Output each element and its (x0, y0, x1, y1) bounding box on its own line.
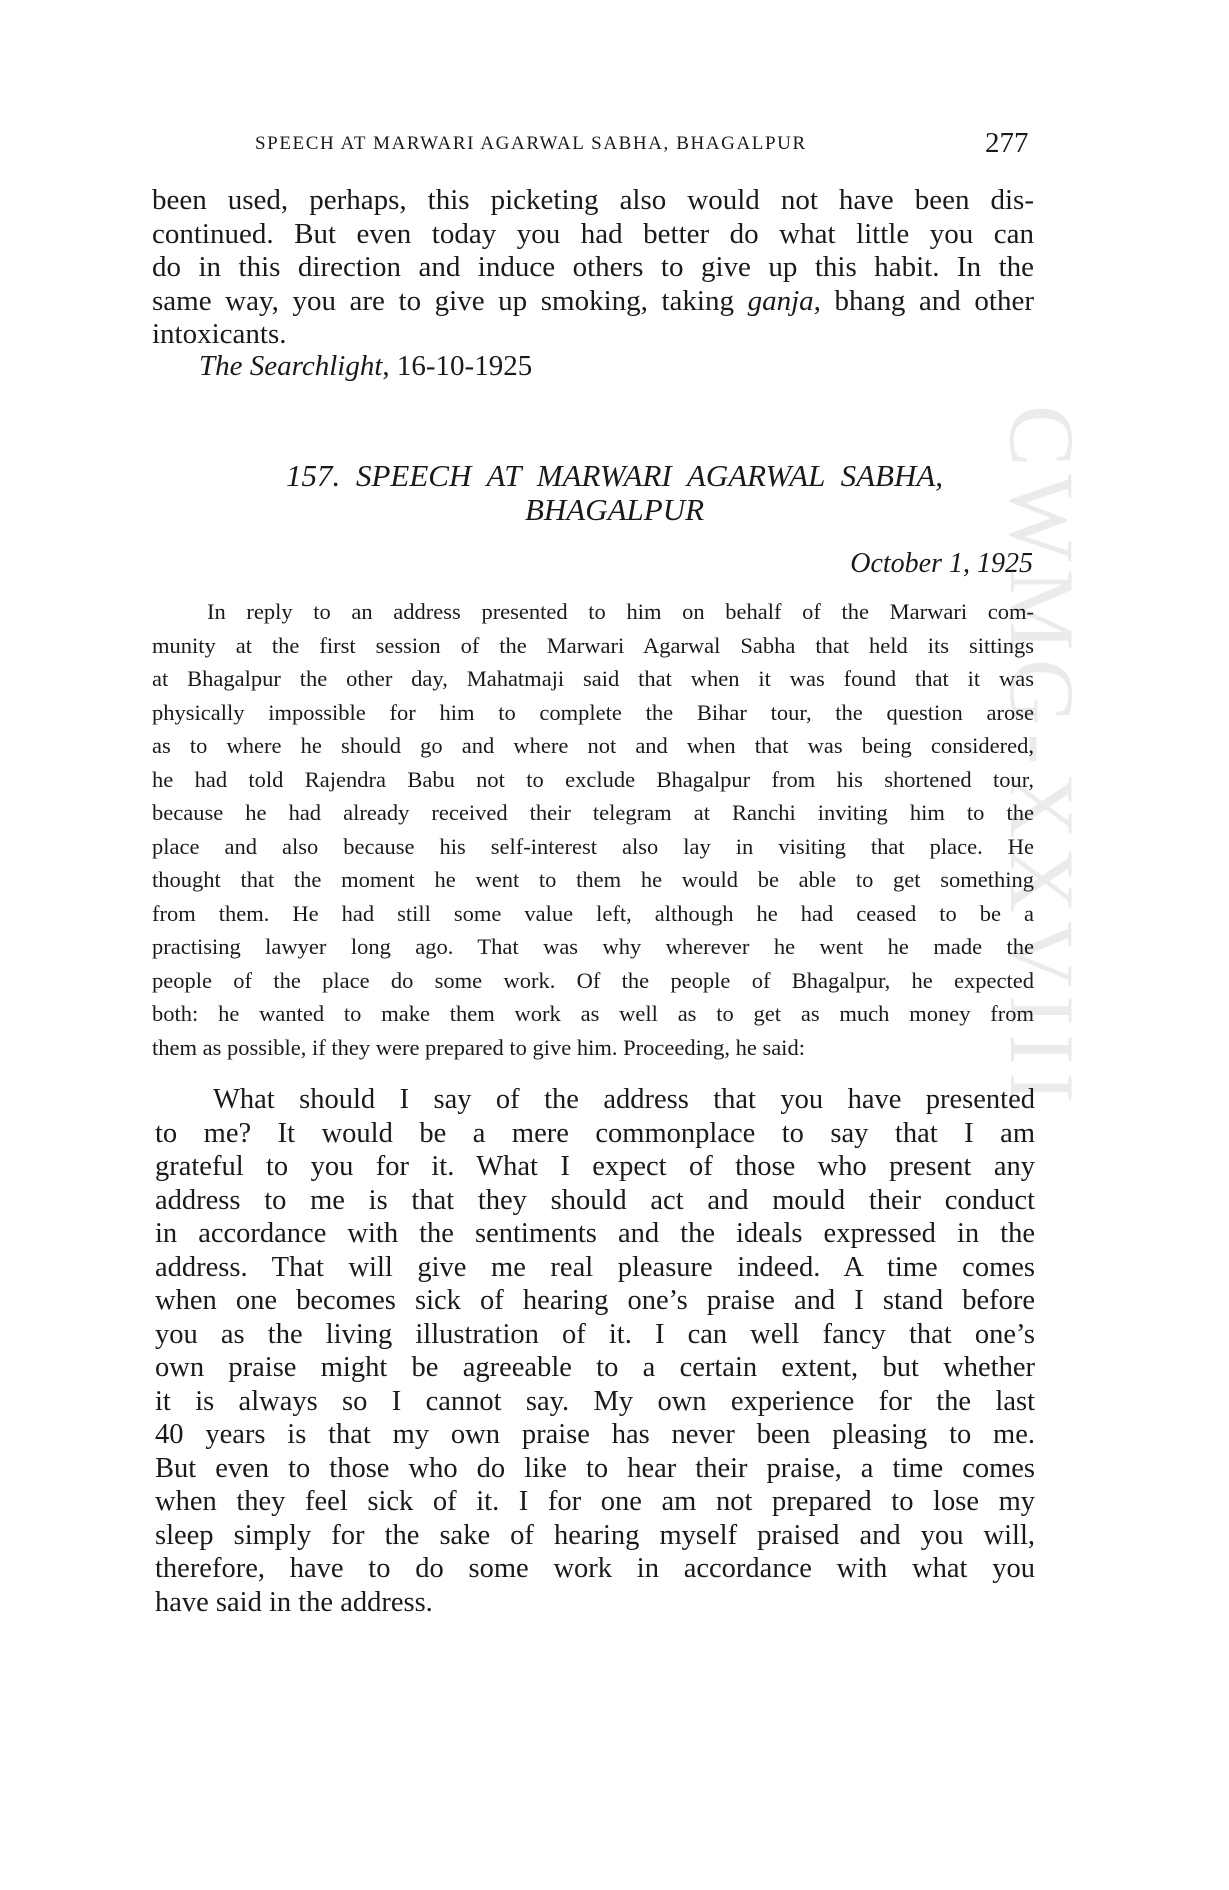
text-line: been used, perhaps, this picketing also would not have been dis- (152, 184, 1034, 216)
text-line: sleep simply for the sake of hearing myself praised and you will, (155, 1519, 1035, 1551)
publication-name: The Searchlight (199, 350, 383, 382)
section-title: 157. SPEECH AT MARWARI AGARWAL SABHA, (285, 458, 944, 493)
text-line: physically impossible for him to complete the Bihar tour, the question arose (152, 699, 1034, 725)
publication-date: , 16-10-1925 (382, 350, 533, 382)
section-date: October 1, 1925 (850, 548, 1033, 579)
text-line: grateful to you for it. What I expect of those who present any (155, 1151, 1035, 1182)
text: same way, you are to give up smoking, taking (152, 285, 748, 317)
text-line: both: he wanted to make them work as well as to get as much money from (152, 1001, 1034, 1026)
running-header: SPEECH AT MARWARI AGARWAL SABHA, BHAGALPUR (255, 133, 807, 154)
text-line: address to me is that they should act and mould their conduct (155, 1184, 1035, 1216)
text-line: from them. He had still some value left, although he had ceased to be a (152, 900, 1034, 926)
text-line (152, 284, 1034, 318)
source-citation (199, 350, 532, 383)
page-number: 277 (985, 127, 1029, 159)
section-title-line2: BHAGALPUR (524, 492, 705, 527)
text-line: because he had already received their telegram at Ranchi inviting him to the (152, 800, 1034, 825)
text-line: continued. But even today you had better do what little you can (152, 218, 1034, 250)
watermark: CWMG-XXVIII (991, 405, 1093, 1112)
text-line: practising lawyer long ago. That was why wherever he went he made the (152, 934, 1034, 959)
text-line: place and also because his self-interest also lay in visiting that place. He (152, 833, 1034, 859)
text-line: address. That will give me real pleasure indeed. A time comes (155, 1251, 1035, 1283)
text-line: thought that the moment he went to them he would be able to get something (152, 867, 1034, 892)
text-line: you as the living illustration of it. I can well fancy that one’s (155, 1318, 1035, 1350)
text-line: have said in the address. (155, 1586, 433, 1618)
text-line: people of the place do some work. Of the people of Bhagalpur, he expected (152, 967, 1034, 993)
text-line: intoxicants. (152, 318, 287, 350)
italic-term: ganja (747, 285, 814, 317)
text-line: at Bhagalpur the other day, Mahatmaji said that when it was found that it was (152, 666, 1034, 691)
text-line: them as possible, if they were prepared to give him. Proceeding, he said: (152, 1034, 805, 1060)
text-line: do in this direction and induce others to give up this habit. In the (152, 251, 1034, 283)
text-line: it is always so I cannot say. My own experience for the last (155, 1385, 1035, 1417)
text-line: own praise might be agreeable to a certain extent, but whether (155, 1352, 1035, 1383)
text-line: in accordance with the sentiments and the ideals expressed in the (155, 1218, 1035, 1249)
text-line: What should I say of the address that you have presented (213, 1084, 1035, 1115)
text-line: to me? It would be a mere commonplace to say that I am (155, 1117, 1035, 1149)
text-line: when they feel sick of it. I for one am not prepared to lose my (155, 1486, 1035, 1517)
text-line: But even to those who do like to hear their praise, a time comes (155, 1452, 1035, 1484)
text-line: as to where he should go and where not and when that was being considered, (152, 733, 1034, 758)
text-line: 40 years is that my own praise has never been pleasing to me. (155, 1419, 1035, 1450)
text-line: munity at the first session of the Marwari Agarwal Sabha that held its sittings (152, 632, 1034, 658)
text-line: In reply to an address presented to him on behalf of the Marwari com- (207, 599, 1034, 624)
text-line: when one becomes sick of hearing one’s praise and I stand before (155, 1285, 1035, 1316)
text: , bhang and other (813, 285, 1034, 317)
text-line: he had told Rajendra Babu not to exclude Bhagalpur from his shortened tour, (152, 766, 1034, 792)
text-line: therefore, have to do some work in accordance with what you (155, 1553, 1035, 1584)
